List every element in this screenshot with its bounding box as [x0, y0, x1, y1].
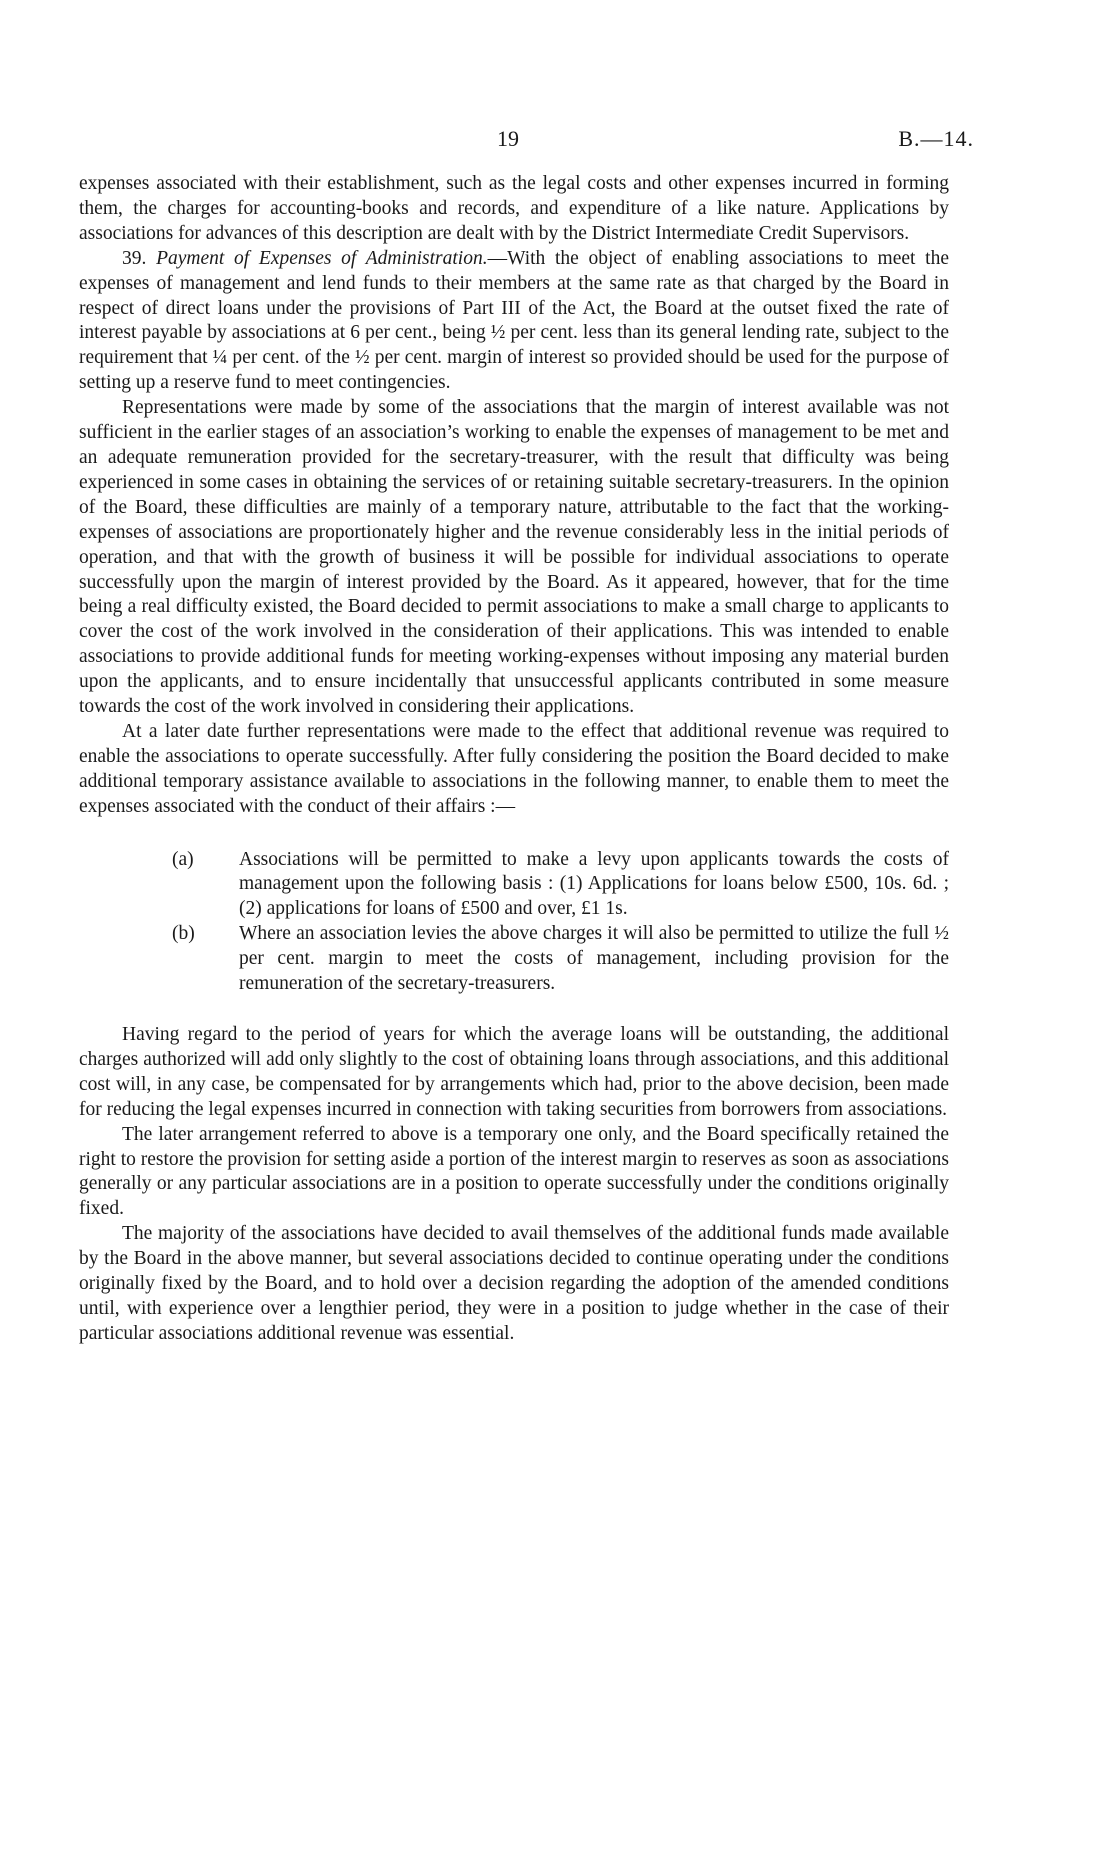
- paragraph-7: The majority of the associations have decided to avail themselves of the additional funds made available by the Board in the above manner, but several associations decided to continue operating under the conditions originally fixed by the Board, and to hold over a decision regarding the adoption of the amended conditions until, with experience over a lengthier period, they were in a position to judge whether in the case of their particular associations additional revenue was essential.: [79, 1223, 949, 1344]
- list-item: [79, 922, 949, 997]
- body-text: [79, 172, 949, 1347]
- list-marker: (b): [172, 923, 195, 945]
- section-number: 39.: [122, 247, 147, 269]
- page-header: [0, 126, 1114, 156]
- document-reference: B.—14.: [898, 126, 974, 151]
- list-marker: (a): [172, 848, 194, 870]
- page-number: 19: [497, 126, 519, 151]
- section-heading: Payment of Expenses of Administration.: [156, 247, 488, 269]
- paragraph-5: Having regard to the period of years for which the average loans will be outstanding, the additional charges authorized will add only slightly to the cost of obtaining loans through associations, and this additional cost will, in any case, be compensated for by arrangements which had, prior to the above decision, been made for reducing the legal expenses incurred in connection with taking securities from borrowers from associations.: [79, 1024, 949, 1120]
- paragraph-4: At a later date further representations were made to the effect that additional revenue was required to enable the associations to operate successfully. After fully considering the position the Board decided to make additional temporary assistance available to associations in the following manner, to enable them to meet the expenses associated with the conduct of their affairs :—: [79, 720, 949, 817]
- list-item: [79, 848, 949, 923]
- paragraph-6: The later arrangement referred to above is a temporary one only, and the Board specifically retained the right to restore the provision for setting aside a portion of the interest margin to reserves as soon as associations generally or any particular associations are in a position to operate successfully under the conditions originally fixed.: [79, 1123, 949, 1220]
- paragraph-1: expenses associated with their establishment, such as the legal costs and other expenses incurred in forming them, the charges for accounting-books and records, and expenditure of a like nature. Applications by associations for advances of this description are dealt with by the District Intermediate Credit Supervisors.: [79, 173, 949, 244]
- paragraph-39: [79, 247, 949, 396]
- section-text: —With the object of enabling associations to meet the expenses of management and lend funds to their members at the same rate as that charged by the Board in respect of direct loans under the provisions of Part III of the Act, the Board at the outset fixed the rate of interest payable by associations at 6 per cent., being ½ per cent. less than its general lending rate, subject to the requirement that ¼ per cent. of the ½ per cent. margin of interest so provided should be used for the purpose of setting up a reserve fund to meet contingencies.: [79, 247, 949, 394]
- paragraph-3: Representations were made by some of the associations that the margin of interest available was not sufficient in the earlier stages of an association’s working to enable the expenses of management to be met and an adequate remuneration provided for the secretary-treasurer, with the result that difficulty was being experienced in some cases in obtaining the services of or retaining suitable secretary-treasurers. In the opinion of the Board, these difficulties are mainly of a temporary nature, attributable to the fact that the working-expenses of associations are proportionately higher and the revenue considerably less in the initial periods of operation, and that with the growth of business it will be possible for individual associations to operate successfully upon the margin of interest provided by the Board. As it appeared, however, that for the time being a real difficulty existed, the Board decided to permit associations to make a small charge to applicants to cover the cost of the work involved in the consideration of their applications. This was intended to enable associations to provide additional funds for meeting working-expenses without imposing any material burden upon the applicants, and to ensure incidentally that unsuccessful applicants contributed in some measure towards the cost of the work involved in considering their applications.: [79, 397, 949, 718]
- list-item-text: Where an association levies the above charges it will also be permitted to utilize the full ½ per cent. margin to meet the costs of management, including provision for the remuneration of the secretary-treasurers.: [239, 923, 949, 995]
- levy-conditions-list: [79, 848, 949, 997]
- list-item-text: Associations will be permitted to make a levy upon applicants towards the costs of management upon the following basis : (1) Applications for loans below £500, 10s. 6d. ; (2) applications for loans of £500 and over, £1 1s.: [239, 848, 949, 920]
